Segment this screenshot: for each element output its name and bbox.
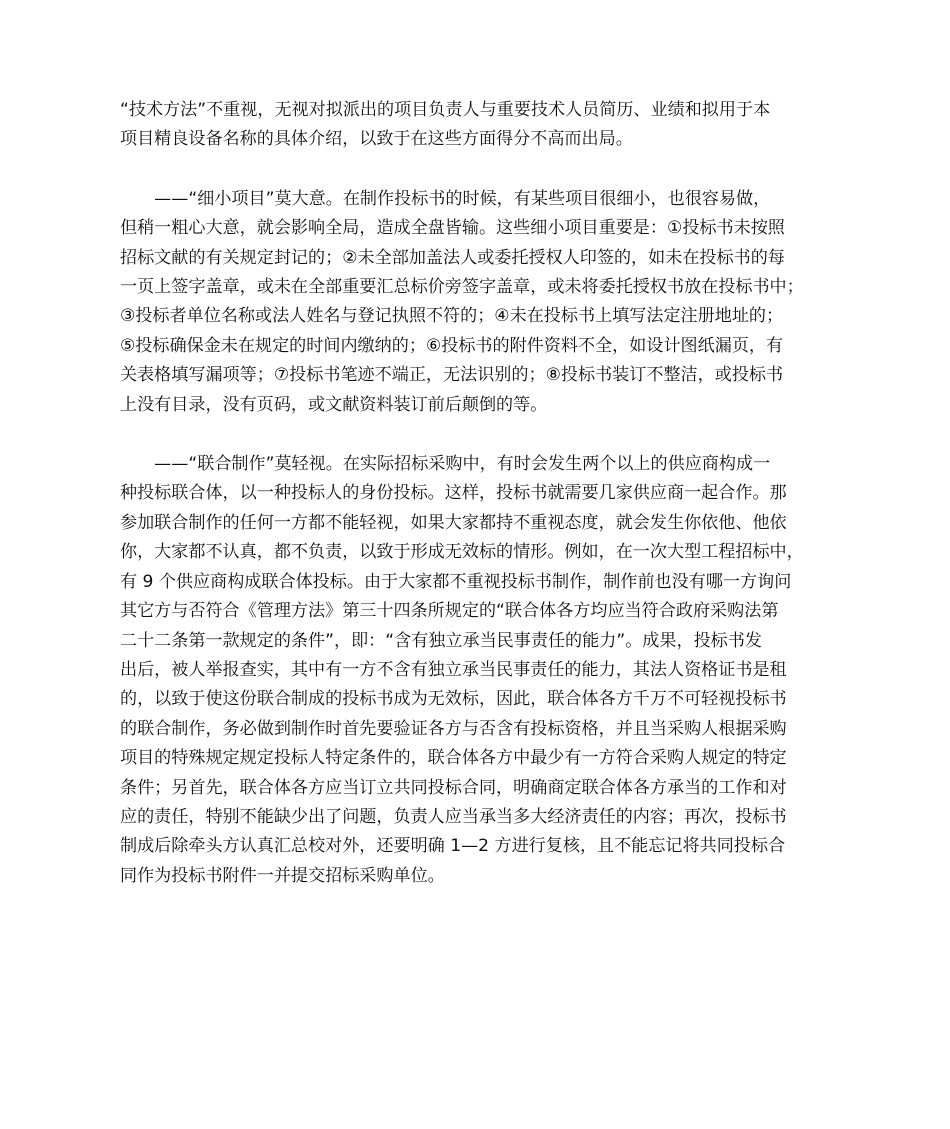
text-line: 的联合制作，务必做到制作时首先要验证各方与否含有投标资格，并且当采购人根据采购 xyxy=(120,718,787,739)
text-line: 但稍一粗心大意，就会影响全局，造成全盘皆输。这些细小项目重要是：①投标书未按照 xyxy=(120,218,785,239)
text-line: 一页上签字盖章，或未在全部重要汇总标价旁签字盖章，或未将委托授权书放在投标书中； xyxy=(120,277,804,298)
text-line: “技术方法”不重视，无视对拟派出的项目负责人与重要技术人员简历、业绩和拟用于本 xyxy=(120,100,771,120)
text-line: 项目的特殊规定规定投标人特定条件的，联合体各方中最少有一方符合采购人规定的特定 xyxy=(120,748,787,769)
text-line: 招标文献的有关规定封记的；②未全部加盖法人或委托授权人印签的，如未在投标书的每 xyxy=(120,247,785,268)
text-line: 应的责任，特别不能缺少出了问题，负责人应当承当多大经济责任的内容；再次，投标书 xyxy=(120,806,787,827)
text-line: 条件；另首先，联合体各方应当订立共同投标合同，明确商定联合体各方承当的工作和对 xyxy=(120,777,787,798)
text-line: ——“细小项目”莫大意。在制作投标书的时候，有某些项目很细小，也很容易做， xyxy=(120,188,771,209)
text-line: 项目精良设备名称的具体介绍，以致于在这些方面得分不高而出局。 xyxy=(120,129,633,150)
text-line: 有 9 个供应商构成联合体投标。由于大家都不重视投标书制作，制作前也没有哪一方询问 xyxy=(120,571,792,592)
text-line: 制成后除牵头方认真汇总校对外，还要明确 1—2 方进行复核，且不能忘记将共同投标合 xyxy=(120,836,786,857)
text-line: ⑤投标确保金未在规定的时间内缴纳的；⑥投标书的附件资料不全，如设计图纸漏页，有 xyxy=(120,335,784,356)
text-line: 的，以致于使这份联合制成的投标书成为无效标，因此，联合体各方千万不可轻视投标书 xyxy=(120,689,787,710)
paragraph-technical-method xyxy=(120,96,840,155)
text-line: 你，大家都不认真，都不负责，以致于形成无效标的情形。例如，在一次大型工程招标中， xyxy=(120,542,804,563)
paragraph-joint-production xyxy=(120,450,840,891)
text-line: 同作为投标书附件一并提交招标采购单位。 xyxy=(120,865,445,886)
paragraph-small-items xyxy=(120,185,840,420)
document-page xyxy=(120,96,840,891)
text-line: ——“联合制作”莫轻视。在实际招标采购中，有时会发生两个以上的供应商构成一 xyxy=(120,454,771,475)
text-line: 出后，被人举报查实，其中有一方不含有独立承当民事责任的能力，其法人资格证书是租 xyxy=(120,659,787,680)
text-line: 二十二条第一款规定的条件”，即：“含有独立承当民事责任的能力”。成果，投标书发 xyxy=(120,630,762,651)
text-line: 种投标联合体，以一种投标人的身份投标。这样，投标书就需要几家供应商一起合作。那 xyxy=(120,483,787,504)
text-line: ③投标者单位名称或法人姓名与登记执照不符的；④未在投标书上填写法定注册地址的； xyxy=(120,306,784,327)
text-line: 参加联合制作的任何一方都不能轻视，如果大家都持不重视态度，就会发生你依他、他依 xyxy=(120,512,787,533)
text-line: 上没有目录，没有页码，或文献资料装订前后颠倒的等。 xyxy=(120,394,548,415)
text-line: 关表格填写漏项等；⑦投标书笔迹不端正，无法识别的；⑧投标书装订不整洁，或投标书 xyxy=(120,365,784,386)
text-line: 其它方与否符合《管理方法》第三十四条所规定的“联合体各方均应当符合政府采购法第 xyxy=(120,601,779,622)
